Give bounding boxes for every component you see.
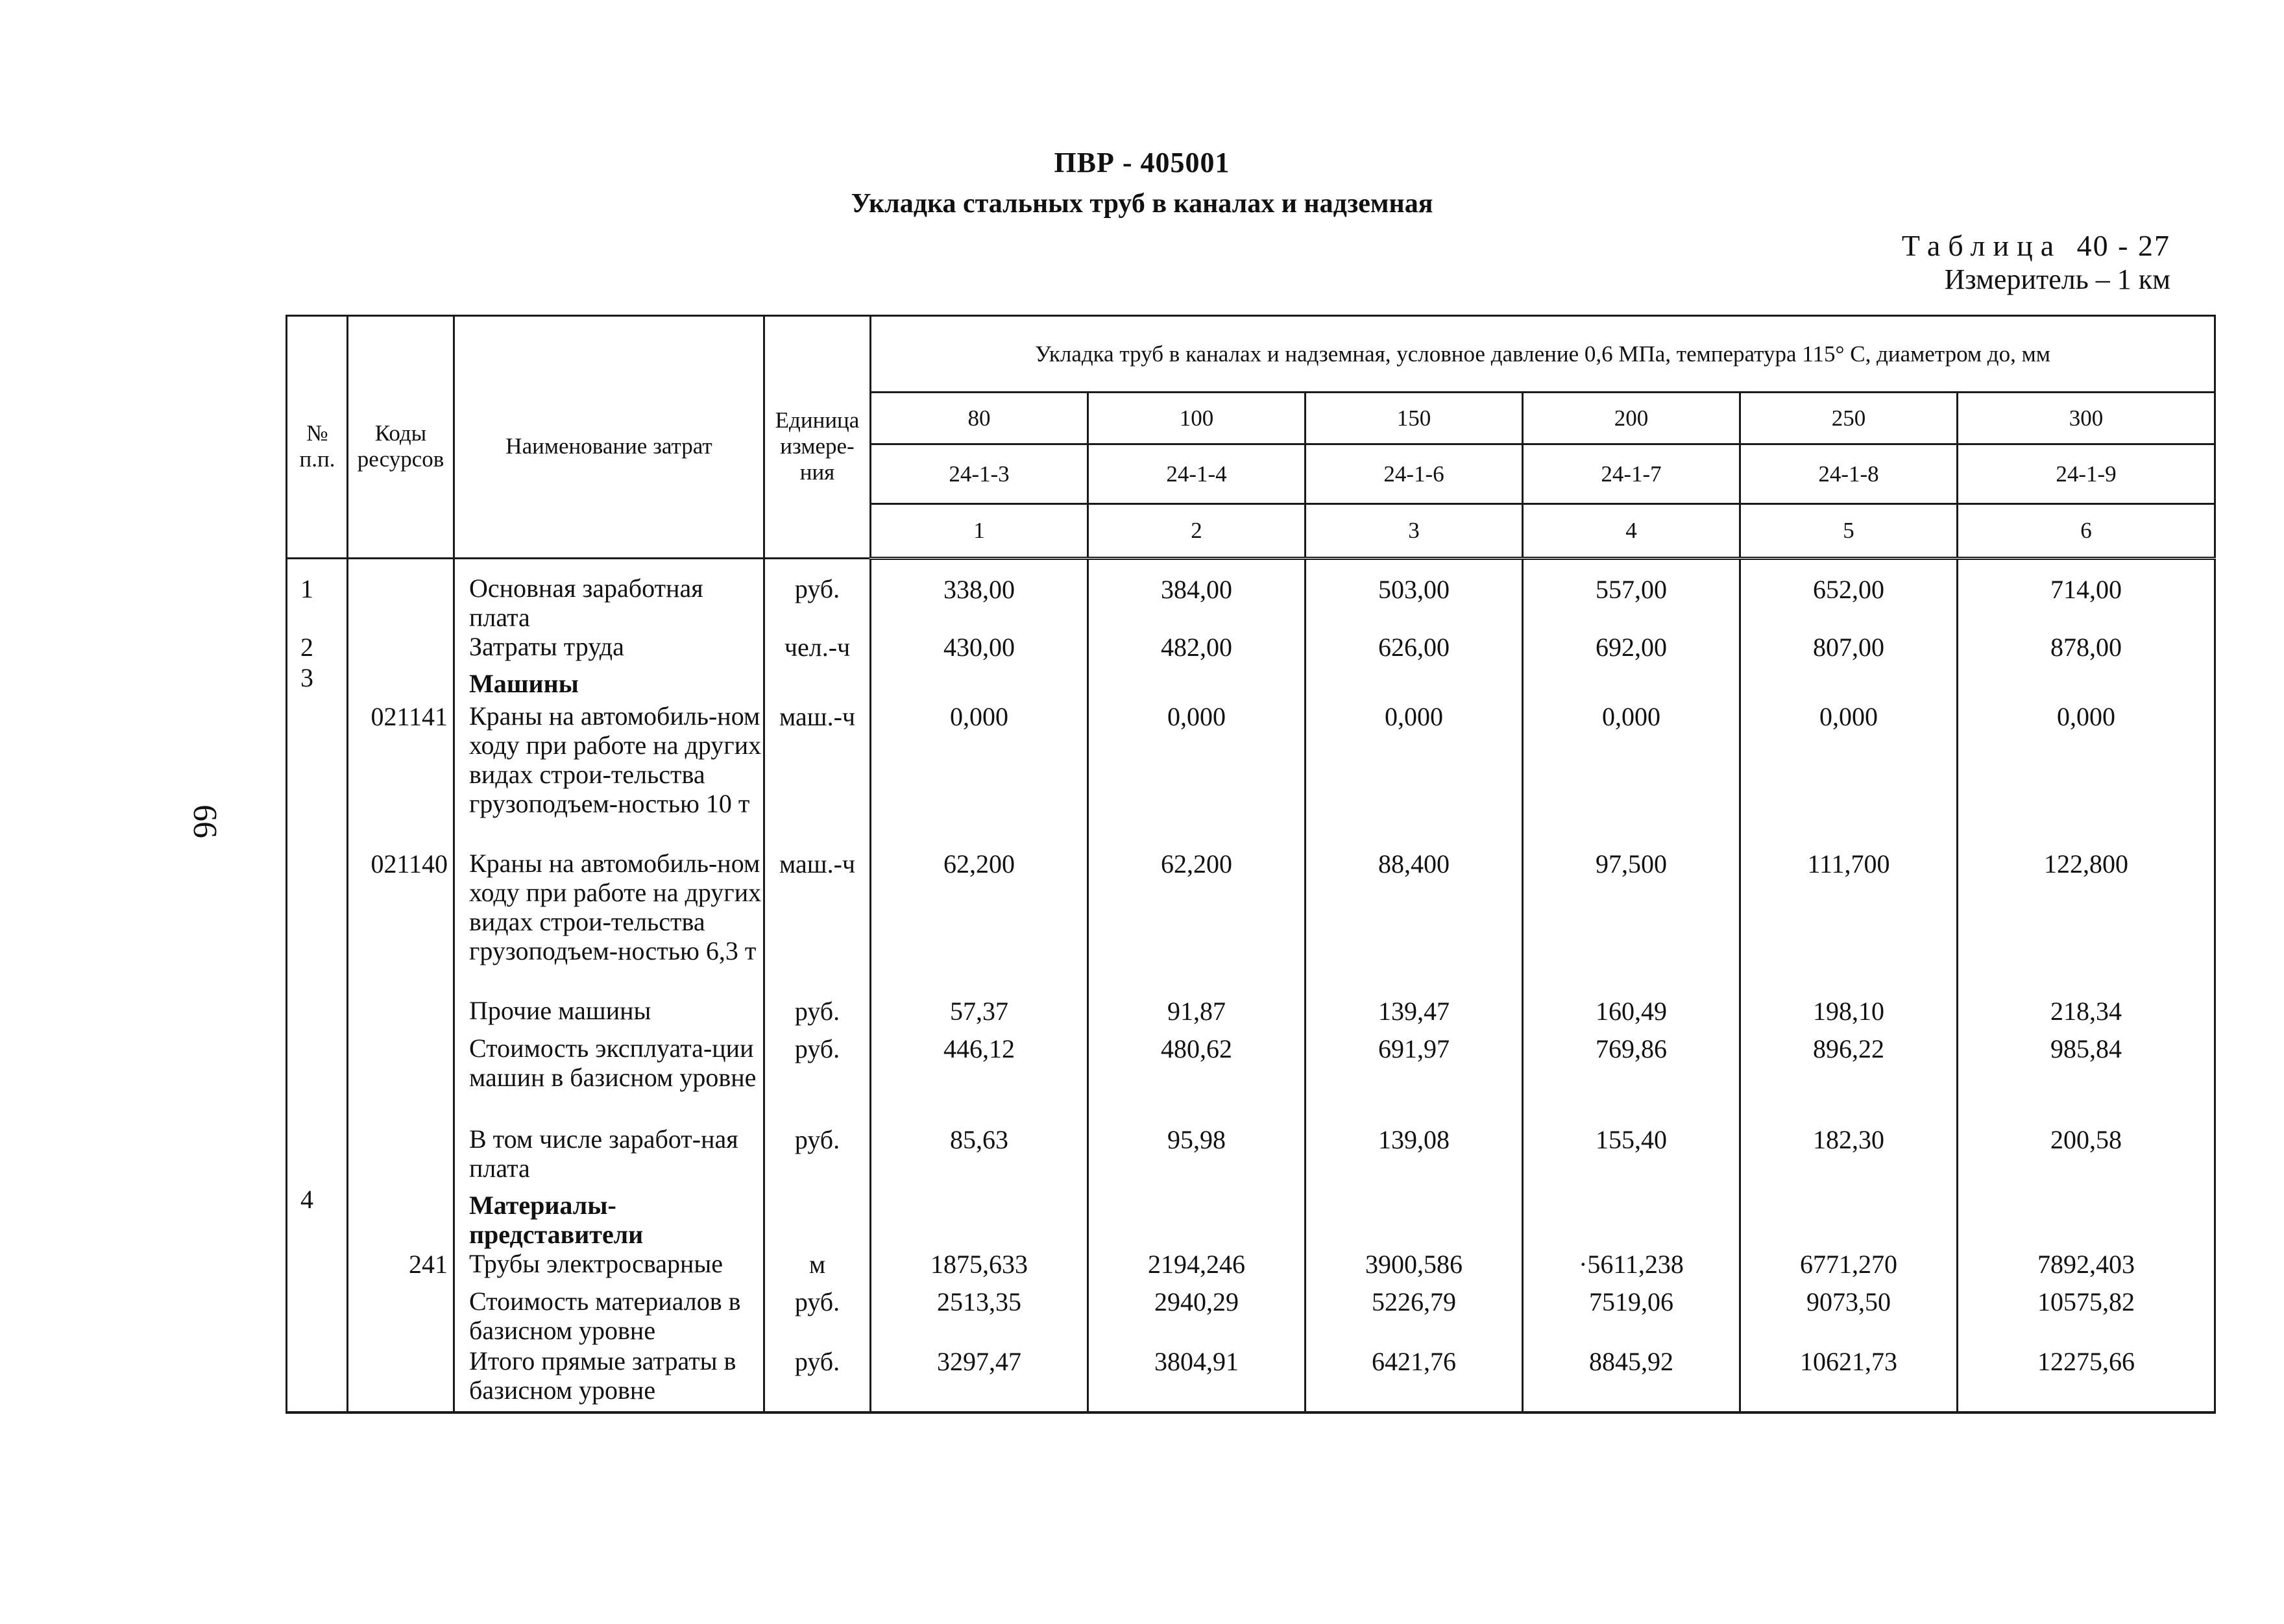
value-cell: 155,40 xyxy=(1523,1124,1740,1184)
unit-cell xyxy=(764,662,871,701)
table-row xyxy=(287,632,2215,662)
value-cell: 2513,35 xyxy=(871,1287,1088,1346)
resource-code xyxy=(348,662,454,701)
value-cell xyxy=(1088,662,1306,701)
value-cell: 503,00 xyxy=(1306,559,1523,633)
value-cell: 200,58 xyxy=(1958,1124,2215,1184)
value-cell: 446,12 xyxy=(871,1034,1088,1124)
value-cell: 480,62 xyxy=(1088,1034,1306,1124)
value-cell: 139,08 xyxy=(1306,1124,1523,1184)
value-cell: 85,63 xyxy=(871,1124,1088,1184)
value-cell: 88,400 xyxy=(1306,849,1523,996)
value-cell: 384,00 xyxy=(1088,559,1306,633)
table-row xyxy=(287,1034,2215,1124)
cost-name: Краны на автомобиль-ном ходу при работе на других видах строи-тельства грузоподъем-ностью 6,3 т xyxy=(454,849,764,996)
cost-name: Стоимость эксплуата-ции машин в базисном уровне xyxy=(454,1034,764,1124)
value-cell: 139,47 xyxy=(1306,996,1523,1034)
value-cell: 95,98 xyxy=(1088,1124,1306,1184)
value-cell: 714,00 xyxy=(1958,559,2215,633)
column-index-4: 4 xyxy=(1523,504,1740,559)
value-cell xyxy=(1958,662,2215,701)
unit-cell: руб. xyxy=(764,559,871,633)
cost-name: Итого прямые затраты в базисном уровне xyxy=(454,1346,764,1412)
value-cell: 652,00 xyxy=(1740,559,1958,633)
value-cell xyxy=(1306,1184,1523,1249)
section-row xyxy=(287,662,2215,701)
unit-cell: руб. xyxy=(764,1346,871,1412)
row-number xyxy=(287,1124,348,1184)
value-cell: 0,000 xyxy=(871,701,1088,849)
value-cell: 896,22 xyxy=(1740,1034,1958,1124)
value-cell: 111,700 xyxy=(1740,849,1958,996)
value-cell xyxy=(1088,1184,1306,1249)
column-index-6: 6 xyxy=(1958,504,2215,559)
unit-cell: руб. xyxy=(764,1124,871,1184)
cost-name: Трубы электросварные xyxy=(454,1249,764,1287)
column-index-5: 5 xyxy=(1740,504,1958,559)
page-number: 66 xyxy=(186,805,223,838)
value-cell: 10621,73 xyxy=(1740,1346,1958,1412)
diameter-150: 150 xyxy=(1306,393,1523,444)
value-cell: 57,37 xyxy=(871,996,1088,1034)
value-cell: 160,49 xyxy=(1523,996,1740,1034)
value-cell: 5226,79 xyxy=(1306,1287,1523,1346)
value-cell: ·5611,238 xyxy=(1523,1249,1740,1287)
unit-cell: м xyxy=(764,1249,871,1287)
cost-name: В том числе заработ-ная плата xyxy=(454,1124,764,1184)
unit-cell xyxy=(764,1184,871,1249)
table-row xyxy=(287,849,2215,996)
unit-cell: руб. xyxy=(764,1287,871,1346)
value-cell: 2194,246 xyxy=(1088,1249,1306,1287)
section-title: Материалы-представители xyxy=(454,1184,764,1249)
column-header-np xyxy=(287,316,348,559)
value-cell: 430,00 xyxy=(871,632,1088,662)
resource-code xyxy=(348,1346,454,1412)
value-cell: 91,87 xyxy=(1088,996,1306,1034)
value-cell: 8845,92 xyxy=(1523,1346,1740,1412)
unit-cell: маш.-ч xyxy=(764,701,871,849)
unit-cell: чел.-ч xyxy=(764,632,871,662)
value-cell xyxy=(1958,1184,2215,1249)
section-title: Машины xyxy=(454,662,764,701)
resource-code: 241 xyxy=(348,1249,454,1287)
value-cell: 985,84 xyxy=(1958,1034,2215,1124)
value-cell: 0,000 xyxy=(1306,701,1523,849)
value-cell: 0,000 xyxy=(1958,701,2215,849)
resource-code xyxy=(348,1287,454,1346)
table-row xyxy=(287,1346,2215,1412)
value-cell: 3297,47 xyxy=(871,1346,1088,1412)
value-cell xyxy=(1523,1184,1740,1249)
value-cell: 691,97 xyxy=(1306,1034,1523,1124)
table-body xyxy=(287,559,2215,1413)
norm-code-6: 24-1-9 xyxy=(1958,444,2215,504)
row-number: 2 xyxy=(287,632,348,662)
document-title: ПВР - 405001 xyxy=(1054,147,1230,178)
cost-table xyxy=(286,315,2216,1414)
diameter-80: 80 xyxy=(871,393,1088,444)
column-header-codes xyxy=(348,316,454,559)
diameter-200: 200 xyxy=(1523,393,1740,444)
norm-code-4: 24-1-7 xyxy=(1523,444,1740,504)
value-cell: 769,86 xyxy=(1523,1034,1740,1124)
value-cell: 338,00 xyxy=(871,559,1088,633)
column-group-header: Укладка труб в каналах и надземная, условное давление 0,6 МПа, температура 115° С, диаметром до, мм xyxy=(871,316,2215,393)
value-cell xyxy=(871,1184,1088,1249)
row-number xyxy=(287,1287,348,1346)
norm-code-5: 24-1-8 xyxy=(1740,444,1958,504)
resource-code: 021141 xyxy=(348,701,454,849)
row-number: 3 xyxy=(287,662,348,701)
table-row xyxy=(287,559,2215,633)
column-header-unit-text: Единица измере-ния xyxy=(775,407,860,485)
diameter-250: 250 xyxy=(1740,393,1958,444)
column-header-name-text: Наименование затрат xyxy=(505,433,712,459)
value-cell: 62,200 xyxy=(1088,849,1306,996)
value-cell: 62,200 xyxy=(871,849,1088,996)
value-cell xyxy=(1740,1184,1958,1249)
resource-code xyxy=(348,1034,454,1124)
resource-code xyxy=(348,1124,454,1184)
value-cell: 0,000 xyxy=(1523,701,1740,849)
value-cell: 7519,06 xyxy=(1523,1287,1740,1346)
column-index-1: 1 xyxy=(871,504,1088,559)
row-number: 4 xyxy=(287,1184,348,1249)
table-row xyxy=(287,1287,2215,1346)
table-row xyxy=(287,1249,2215,1287)
row-number xyxy=(287,849,348,996)
column-header-unit xyxy=(764,316,871,559)
resource-code xyxy=(348,632,454,662)
column-header-name xyxy=(454,316,764,559)
column-index-2: 2 xyxy=(1088,504,1306,559)
measure-unit: Измеритель – 1 км xyxy=(1944,263,2170,295)
norm-code-3: 24-1-6 xyxy=(1306,444,1523,504)
cost-name: Стоимость материалов в базисном уровне xyxy=(454,1287,764,1346)
column-header-codes-text: Коды ресурсов xyxy=(357,420,444,472)
unit-cell: маш.-ч xyxy=(764,849,871,996)
value-cell: 218,34 xyxy=(1958,996,2215,1034)
norm-code-2: 24-1-4 xyxy=(1088,444,1306,504)
resource-code xyxy=(348,559,454,633)
value-cell: 878,00 xyxy=(1958,632,2215,662)
row-number xyxy=(287,996,348,1034)
value-cell: 6421,76 xyxy=(1306,1346,1523,1412)
value-cell: 182,30 xyxy=(1740,1124,1958,1184)
table-row xyxy=(287,996,2215,1034)
row-number xyxy=(287,1034,348,1124)
section-row xyxy=(287,1184,2215,1249)
value-cell: 9073,50 xyxy=(1740,1287,1958,1346)
value-cell xyxy=(1740,662,1958,701)
row-number xyxy=(287,701,348,849)
value-cell: 626,00 xyxy=(1306,632,1523,662)
value-cell: 10575,82 xyxy=(1958,1287,2215,1346)
norm-code-1: 24-1-3 xyxy=(871,444,1088,504)
column-index-3: 3 xyxy=(1306,504,1523,559)
diameter-300: 300 xyxy=(1958,393,2215,444)
value-cell: 1875,633 xyxy=(871,1249,1088,1287)
column-header-np-text: № п.п. xyxy=(299,420,335,472)
document-subtitle: Укладка стальных труб в каналах и надземная xyxy=(851,189,1433,219)
value-cell: 2940,29 xyxy=(1088,1287,1306,1346)
unit-cell: руб. xyxy=(764,996,871,1034)
table-label xyxy=(1902,228,2170,263)
row-number xyxy=(287,1249,348,1287)
value-cell xyxy=(1523,662,1740,701)
value-cell: 198,10 xyxy=(1740,996,1958,1034)
value-cell: 0,000 xyxy=(1088,701,1306,849)
value-cell: 807,00 xyxy=(1740,632,1958,662)
row-number: 1 xyxy=(287,559,348,633)
value-cell: 97,500 xyxy=(1523,849,1740,996)
value-cell xyxy=(871,662,1088,701)
diameter-100: 100 xyxy=(1088,393,1306,444)
cost-name: Прочие машины xyxy=(454,996,764,1034)
value-cell: 6771,270 xyxy=(1740,1249,1958,1287)
value-cell: 0,000 xyxy=(1740,701,1958,849)
table-row xyxy=(287,1124,2215,1184)
table-label-word: Таблица xyxy=(1901,229,2062,262)
cost-name: Основная заработная плата xyxy=(454,559,764,633)
table-number: 40 - 27 xyxy=(2076,229,2170,262)
value-cell: 482,00 xyxy=(1088,632,1306,662)
resource-code xyxy=(348,1184,454,1249)
table-row xyxy=(287,701,2215,849)
resource-code xyxy=(348,996,454,1034)
value-cell: 3900,586 xyxy=(1306,1249,1523,1287)
value-cell xyxy=(1306,662,1523,701)
cost-name: Краны на автомобиль-ном ходу при работе на других видах строи-тельства грузоподъем-ностью 10 т xyxy=(454,701,764,849)
value-cell: 122,800 xyxy=(1958,849,2215,996)
value-cell: 7892,403 xyxy=(1958,1249,2215,1287)
row-number xyxy=(287,1346,348,1412)
value-cell: 3804,91 xyxy=(1088,1346,1306,1412)
unit-cell: руб. xyxy=(764,1034,871,1124)
resource-code: 021140 xyxy=(348,849,454,996)
cost-name: Затраты труда xyxy=(454,632,764,662)
value-cell: 12275,66 xyxy=(1958,1346,2215,1412)
value-cell: 557,00 xyxy=(1523,559,1740,633)
value-cell: 692,00 xyxy=(1523,632,1740,662)
